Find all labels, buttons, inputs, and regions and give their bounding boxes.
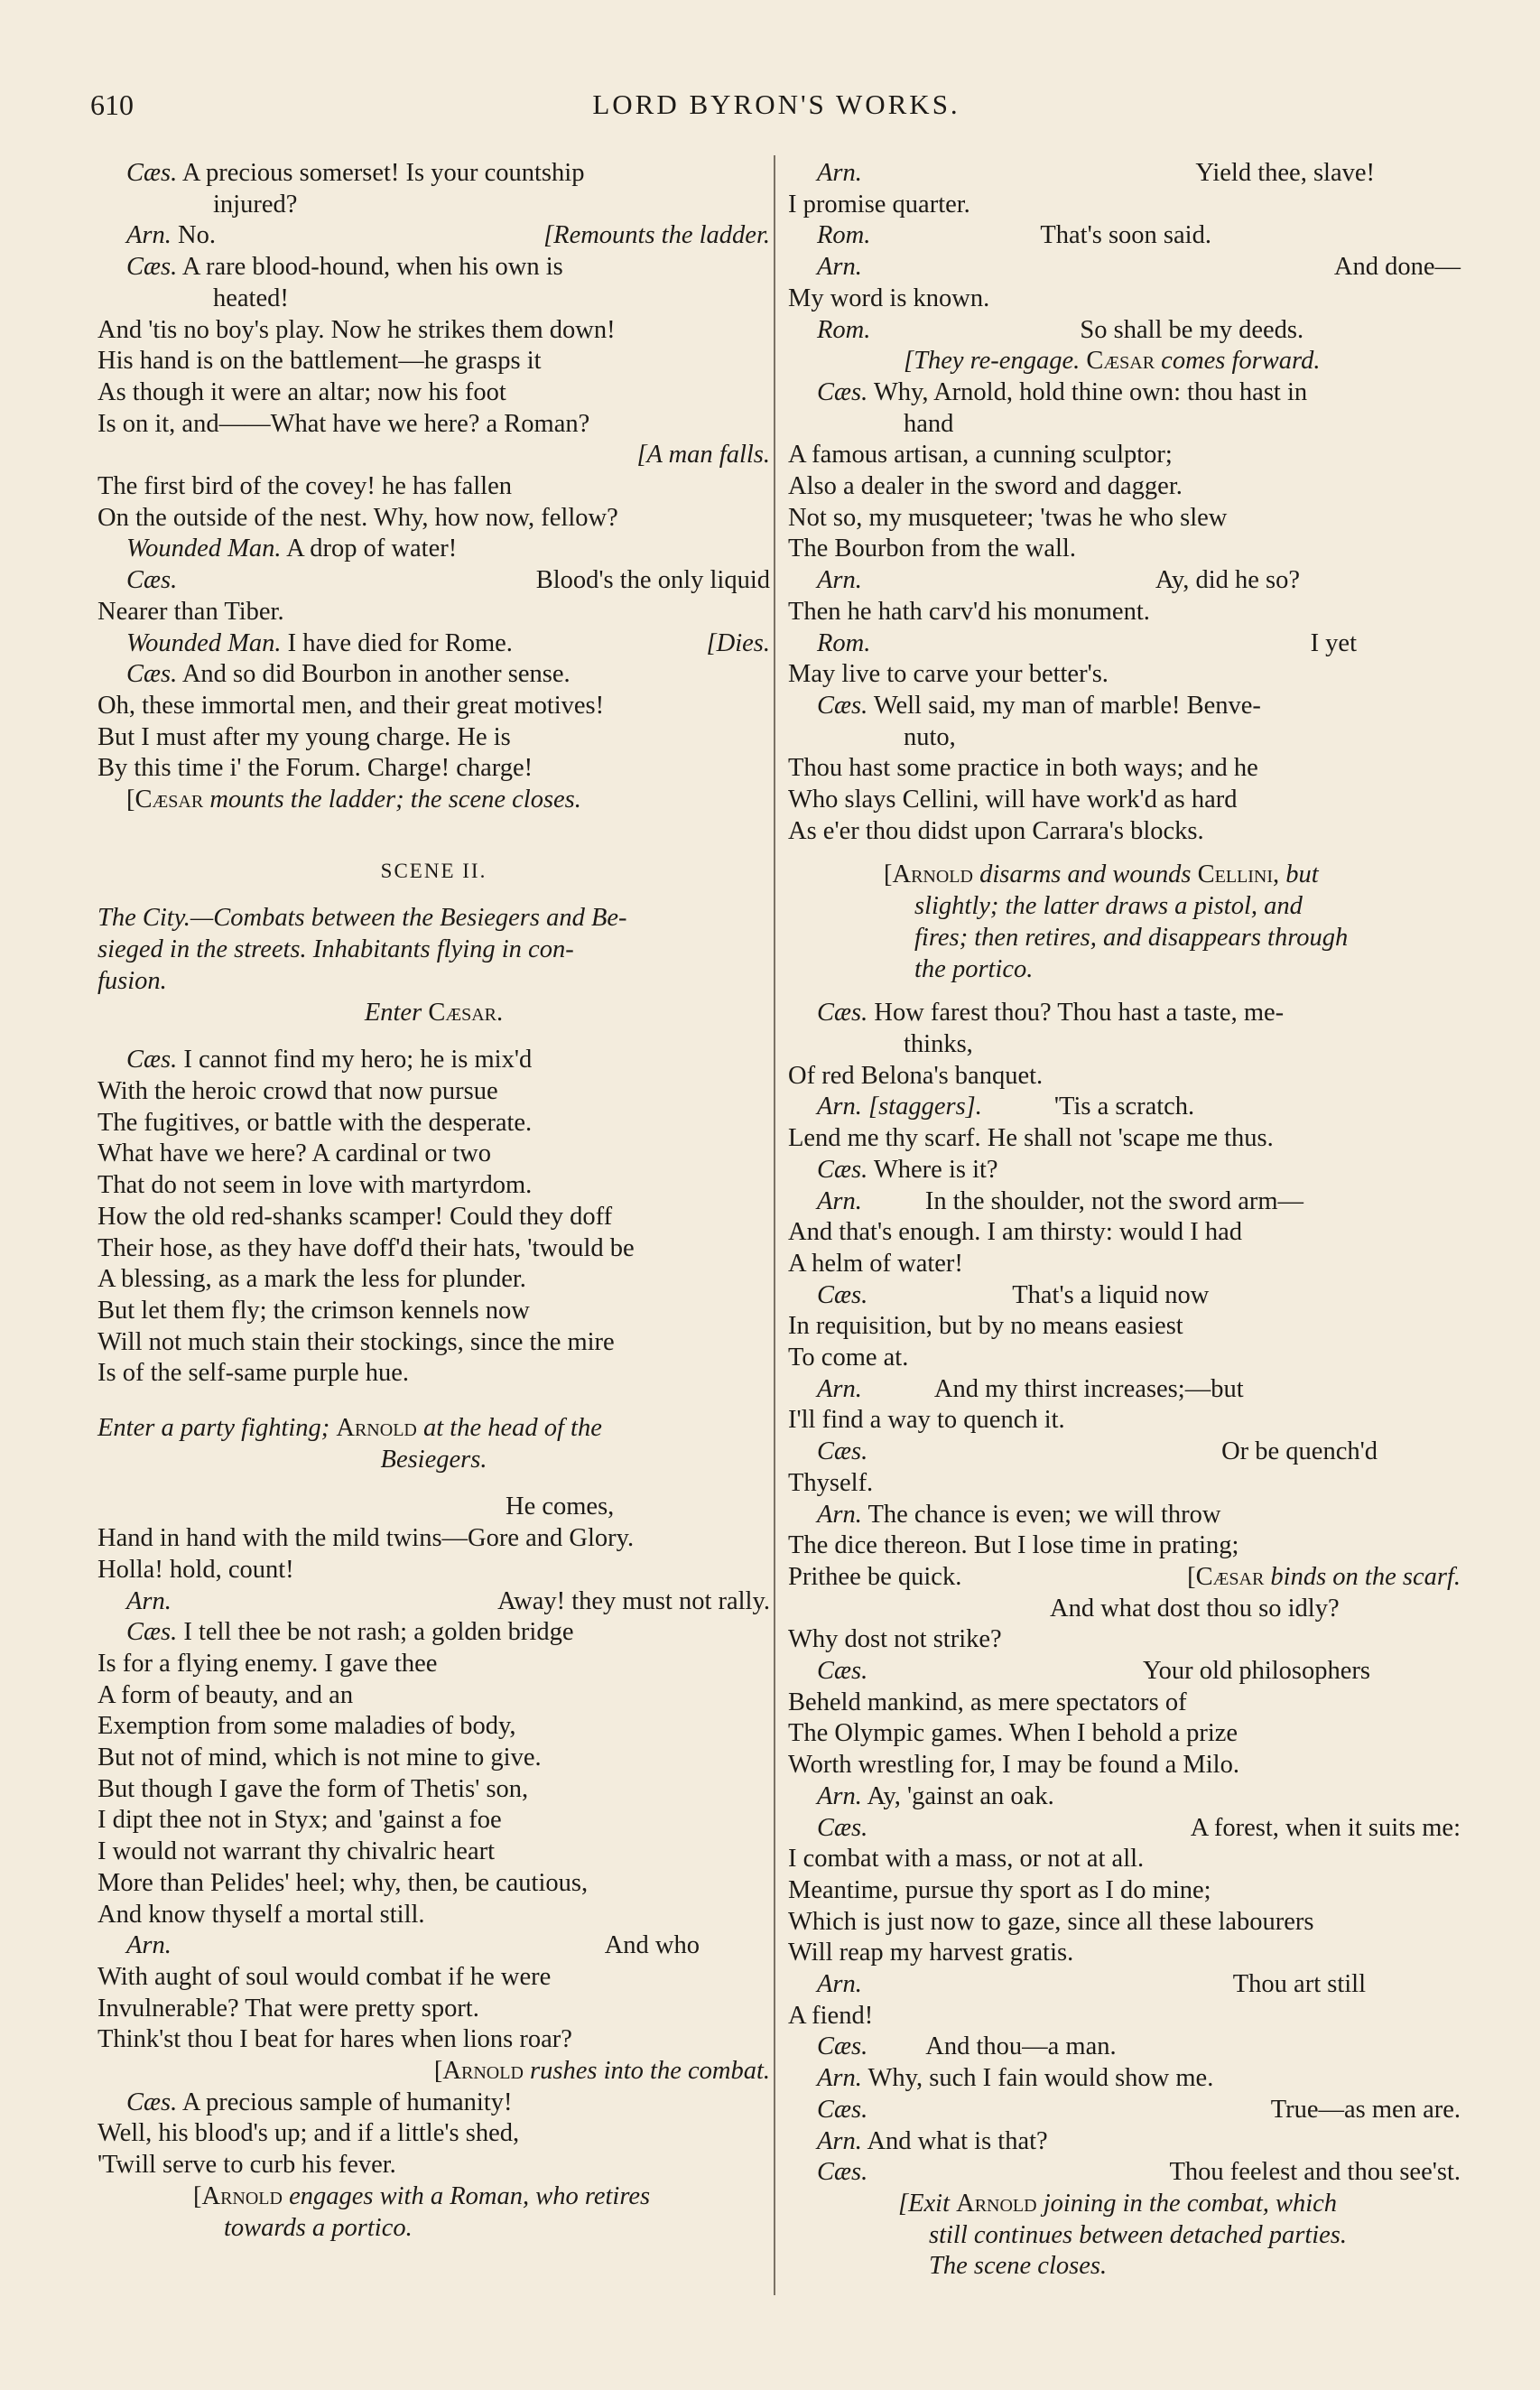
verse: Well said, my man of marble! Benve- <box>873 691 1261 720</box>
running-head: LORD BYRON'S WORKS. <box>592 88 960 120</box>
speaker: Cæs. <box>817 1280 868 1309</box>
character-name: [Arnold <box>193 2181 283 2210</box>
text-line <box>788 565 1461 597</box>
speaker: Arn. <box>817 2126 862 2155</box>
verse: How farest thou? Thou hast a taste, me- <box>874 999 1285 1028</box>
speaker: Cæs. <box>126 1046 178 1074</box>
stage-direction: [staggers]. <box>868 1093 982 1121</box>
verse: That's a liquid now <box>1012 1280 1210 1309</box>
character-name: Cæsar <box>1086 347 1155 376</box>
direction-text: at the head of the <box>422 1414 602 1443</box>
text-line <box>788 1186 1461 1218</box>
text-line: His hand is on the battlement—he grasps it <box>97 347 542 376</box>
text-line: Their hose, as they have doff'd their hats, 'twould be <box>97 1233 635 1262</box>
speaker: Cæs. <box>817 1155 868 1184</box>
speaker: Arn. <box>817 1186 862 1215</box>
page-header <box>90 88 1462 128</box>
verse: I cannot find my hero; he is mix'd <box>183 1046 533 1074</box>
direction-text: joining in the combat, which <box>1043 2190 1338 2218</box>
text-line: Holla! hold, count! <box>97 1555 294 1584</box>
text-line <box>788 1374 1461 1406</box>
stage-direction <box>788 860 1461 891</box>
speaker: Cæs. <box>817 1813 868 1842</box>
verse: Why, Arnold, hold thine own: thou hast in <box>873 377 1308 406</box>
direction-text: disarms and wounds <box>979 860 1192 889</box>
speaker: Cæs. <box>126 159 178 187</box>
direction-text: mounts the ladder; the scene closes. <box>209 786 581 814</box>
text-line <box>788 1280 1461 1312</box>
text-line: Beheld mankind, as mere spectators of <box>788 1688 1187 1716</box>
text-line: hand <box>904 409 954 438</box>
text-line: By this time i' the Forum. Charge! charge! <box>97 754 533 783</box>
text-line: Which is just now to gaze, since all these labourers <box>788 1907 1314 1936</box>
speaker: Arn. <box>126 1586 172 1615</box>
speaker: Rom. <box>817 221 871 250</box>
text-line: As e'er thou didst upon Carrara's blocks. <box>788 816 1204 845</box>
speaker: Arn. <box>126 221 172 250</box>
text-line <box>788 691 1461 722</box>
verse: Or be quench'd <box>1221 1437 1378 1466</box>
verse: Your old philosophers <box>1142 1657 1370 1686</box>
speaker: Cæs. <box>817 999 868 1028</box>
stage-direction: [Dies. <box>706 628 770 657</box>
text-line <box>788 377 1461 409</box>
text-line: nuto, <box>904 722 956 751</box>
text-line <box>788 1813 1461 1845</box>
text-line: And know thyself a mortal still. <box>97 1900 425 1929</box>
verse: A rare blood-hound, when his own is <box>181 253 563 282</box>
text-line: Will reap my harvest gratis. <box>788 1939 1074 1967</box>
character-name: [Cæsar <box>1187 1562 1265 1591</box>
text-line: With aught of soul would combat if he were <box>97 1962 552 1991</box>
text-line: 'Twill serve to curb his fever. <box>97 2151 396 2180</box>
enter-direction <box>97 1413 770 1445</box>
verse: That's soon said. <box>1040 221 1211 250</box>
text-line: In requisition, but by no means easiest <box>788 1312 1183 1341</box>
text-line <box>788 1562 1461 1594</box>
direction-text: but <box>1285 860 1319 889</box>
speaker: Wounded Man. <box>126 535 282 563</box>
text-line: But not of mind, which is not mine to give. <box>97 1744 542 1772</box>
verse: Away! they must not rally. <box>497 1586 770 1615</box>
speaker: Cæs. <box>126 566 178 595</box>
speaker: Cæs. <box>126 660 178 689</box>
text-line: A helm of water! <box>788 1249 963 1278</box>
text-line: heated! <box>213 284 289 312</box>
speaker: Cæs. <box>817 1437 868 1466</box>
speaker: Arn. <box>817 1970 862 1999</box>
text-line: The fugitives, or battle with the desperate. <box>97 1108 533 1137</box>
text-line: I'll find a way to quench it. <box>788 1406 1065 1435</box>
text-line: Is for a flying enemy. I gave thee <box>97 1649 438 1678</box>
left-column <box>97 158 770 2244</box>
text-line: On the outside of the nest. Why, how now, fellow? <box>97 503 618 532</box>
text-line: Of red Belona's banquet. <box>788 1061 1044 1090</box>
verse: A precious sample of humanity! <box>181 2088 513 2116</box>
text-line <box>788 1969 1461 2001</box>
text-line: Thyself. <box>788 1468 874 1497</box>
speaker: Cæs. <box>817 2032 868 2061</box>
speaker: Rom. <box>817 315 871 344</box>
character-name: Cæsar. <box>428 998 504 1027</box>
text-line <box>788 315 1461 347</box>
verse: Where is it? <box>873 1155 998 1184</box>
verse: Thou art still <box>1232 1970 1366 1999</box>
text-line <box>97 1586 770 1618</box>
text-line: To come at. <box>788 1344 909 1372</box>
direction-text: binds on the scarf. <box>1270 1562 1461 1591</box>
direction-text: comes forward. <box>1161 347 1321 376</box>
text-line: But I must after my young charge. He is <box>97 722 511 751</box>
stage-direction: fires; then retires, and disappears through <box>914 923 1349 952</box>
text-line: As though it were an altar; now his foot <box>97 377 506 406</box>
text-line: I dipt thee not in Styx; and 'gainst a foe <box>97 1806 502 1835</box>
direction-text: [Exit <box>898 2190 950 2218</box>
speaker: Arn. <box>817 1781 862 1810</box>
verse: Ay, did he so? <box>1155 566 1301 595</box>
verse: I have died for Rome. <box>287 628 513 657</box>
text-line: With the heroic crowd that now pursue <box>97 1076 498 1105</box>
stage-direction: slightly; the latter draws a pistol, and <box>914 892 1303 921</box>
verse: Thou feelest and thou see'st. <box>1169 2158 1461 2187</box>
verse: A precious somerset! Is your countship <box>181 159 585 187</box>
verse: A forest, when it suits me: <box>1190 1813 1461 1842</box>
text-line: Worth wrestling for, I may be found a Milo. <box>788 1751 1239 1780</box>
text-line: My word is known. <box>788 284 990 312</box>
text-line: thinks, <box>904 1029 973 1058</box>
text-line: Nearer than Tiber. <box>97 597 284 626</box>
stage-direction <box>97 785 770 816</box>
text-line <box>97 1045 770 1076</box>
text-line: Will not much stain their stockings, since the mire <box>97 1327 615 1356</box>
text-line: What have we here? A cardinal or two <box>97 1139 492 1168</box>
text-line: Also a dealer in the sword and dagger. <box>788 472 1183 501</box>
verse: And thou—a man. <box>925 2032 1117 2061</box>
text-line <box>788 2095 1461 2126</box>
stage-direction <box>788 346 1461 377</box>
text-line: I promise quarter. <box>788 190 970 219</box>
text-line <box>788 1500 1461 1531</box>
verse: And what is that? <box>867 2126 1048 2155</box>
text-line: Thou hast some practice in both ways; and he <box>788 754 1258 783</box>
text-line: Hand in hand with the mild twins—Gore and Glory. <box>97 1524 635 1553</box>
text-line <box>788 1781 1461 1813</box>
page-number: 610 <box>90 88 134 121</box>
speaker: Rom. <box>817 628 871 657</box>
text-line: I combat with a mass, or not at all. <box>788 1845 1145 1874</box>
text-line: May live to carve your better's. <box>788 660 1109 689</box>
text-line: A form of beauty, and an <box>97 1680 354 1709</box>
text-line: Exemption from some maladies of body, <box>97 1712 516 1741</box>
speaker: Cæs. <box>817 691 868 720</box>
character-name: Arnold <box>956 2190 1037 2218</box>
character-name: Cellini, <box>1197 860 1280 889</box>
text-line: Well, his blood's up; and if a little's shed, <box>97 2119 520 2148</box>
stage-direction: the portico. <box>914 954 1034 983</box>
speaker: Cæs. <box>817 2158 868 2187</box>
speaker: Wounded Man. <box>126 628 282 657</box>
text-line <box>788 220 1461 252</box>
text-line: Not so, my musqueteer; 'twas he who slew <box>788 503 1228 532</box>
verse: Why, such I fain would show me. <box>867 2064 1214 2093</box>
text-line: A famous artisan, a cunning sculptor; <box>788 441 1173 470</box>
text-line: But let them fly; the crimson kennels now <box>97 1296 530 1325</box>
verse: And done— <box>1333 253 1461 282</box>
setting-line: sieged in the streets. Inhabitants flying in con- <box>97 935 574 964</box>
direction-text: [They re-engage. <box>904 347 1081 376</box>
verse: Prithee be quick. <box>788 1562 962 1591</box>
verse: Yield thee, slave! <box>1195 159 1375 187</box>
right-column <box>788 158 1461 2283</box>
direction-text: Enter a party fighting; <box>97 1414 330 1443</box>
speaker: Cæs. <box>126 1618 178 1647</box>
text-line <box>97 1930 770 1962</box>
verse: Blood's the only liquid <box>535 566 770 595</box>
text-line: Then he hath carv'd his monument. <box>788 597 1150 626</box>
text-line: But though I gave the form of Thetis' son, <box>97 1774 529 1803</box>
column-divider <box>774 155 775 2295</box>
enter-direction <box>97 998 770 1029</box>
text-line: Lend me thy scarf. He shall not 'scape me thus. <box>788 1124 1274 1153</box>
text-line: A blessing, as a mark the less for plunder. <box>97 1265 526 1294</box>
text-line: Meantime, pursue thy sport as I do mine; <box>788 1875 1211 1904</box>
character-name: Arnold <box>336 1414 417 1443</box>
direction-text: engages with a Roman, who retires <box>289 2181 651 2210</box>
text-line <box>788 1437 1461 1468</box>
text-line: Who slays Cellini, will have work'd as hard <box>788 786 1238 814</box>
speaker: Arn. <box>817 159 862 187</box>
stage-direction <box>788 2189 1461 2220</box>
direction-text: Enter <box>364 998 422 1027</box>
stage-direction: [A man falls. <box>636 441 770 470</box>
verse: And so did Bourbon in another sense. <box>181 660 571 689</box>
text-line <box>788 1656 1461 1688</box>
stage-direction: The scene closes. <box>929 2252 1108 2281</box>
text-line: He comes, <box>506 1493 615 1521</box>
speaker: Arn. <box>817 1374 862 1403</box>
text-line <box>97 2088 770 2119</box>
text-line <box>788 1092 1461 1123</box>
text-line <box>97 534 770 565</box>
text-line: Oh, these immortal men, and their great motives! <box>97 691 605 720</box>
text-line <box>97 158 770 190</box>
text-line <box>788 158 1461 190</box>
text-line: injured? <box>213 190 298 219</box>
verse: And my thirst increases;—but <box>933 1374 1244 1403</box>
text-line: Is of the self-same purple hue. <box>97 1359 410 1388</box>
verse: No. <box>178 221 216 250</box>
text-line <box>788 628 1461 660</box>
speaker: Arn. <box>817 566 862 595</box>
speaker: Cæs. <box>817 2095 868 2124</box>
text-line: And that's enough. I am thirsty: would I had <box>788 1218 1243 1247</box>
text-line: And what dost thou so idly? <box>1050 1594 1340 1623</box>
text-line: Invulnerable? That were pretty sport. <box>97 1994 479 2023</box>
text-line <box>97 1617 770 1649</box>
stage-direction: [Remounts the ladder. <box>543 221 770 250</box>
text-line: Is on it, and——What have we here? a Roman? <box>97 409 590 438</box>
stage-direction: towards a portico. <box>224 2213 413 2242</box>
stage-direction <box>97 2181 770 2213</box>
text-line: Think'st thou I beat for hares when lions roar? <box>97 2025 572 2054</box>
scene-heading: SCENE II. <box>380 859 487 882</box>
text-line <box>97 659 770 691</box>
setting-line: The City.—Combats between the Besiegers and Be- <box>97 904 627 933</box>
text-line: The dice thereon. But I lose time in prating; <box>788 1531 1239 1560</box>
text-line: More than Pelides' heel; why, then, be cautious, <box>97 1868 589 1897</box>
verse: In the shoulder, not the sword arm— <box>924 1186 1304 1215</box>
character-name: [Cæsar <box>126 786 204 814</box>
text-line <box>788 2126 1461 2158</box>
text-line <box>97 252 770 284</box>
stage-direction <box>97 2056 770 2088</box>
speaker: Cæs. <box>126 2088 178 2116</box>
text-line: A fiend! <box>788 2001 874 2030</box>
verse: 'Tis a scratch. <box>1053 1093 1195 1121</box>
stage-direction: still continues between detached parties. <box>929 2220 1348 2249</box>
text-line: And 'tis no boy's play. Now he strikes them down! <box>97 315 616 344</box>
text-line: The first bird of the covey! he has fallen <box>97 472 512 501</box>
verse: And who <box>604 1931 700 1960</box>
text-line <box>788 998 1461 1029</box>
speaker: Cæs. <box>126 253 178 282</box>
verse: Ay, 'gainst an oak. <box>867 1781 1054 1810</box>
speaker: Arn. <box>817 1093 862 1121</box>
verse: So shall be my deeds. <box>1080 315 1304 344</box>
text-line <box>788 1155 1461 1186</box>
verse: I yet <box>1310 628 1357 657</box>
text-line <box>788 2157 1461 2189</box>
text-line <box>97 628 770 660</box>
text-line <box>97 220 770 252</box>
verse: I tell thee be not rash; a golden bridge <box>183 1618 574 1647</box>
character-name: [Arnold <box>884 860 973 889</box>
stage-direction <box>1187 1562 1461 1594</box>
verse: The chance is even; we will throw <box>867 1500 1221 1529</box>
character-name: [Arnold <box>433 2057 524 2086</box>
text-line: Why dost not strike? <box>788 1625 1002 1654</box>
speaker: Cæs. <box>817 1657 868 1686</box>
speaker: Cæs. <box>817 377 868 406</box>
text-line: I would not warrant thy chivalric heart <box>97 1837 496 1866</box>
text-line: How the old red-shanks scamper! Could they doff <box>97 1202 613 1231</box>
text-line <box>97 565 770 597</box>
text-line <box>788 2063 1461 2095</box>
speaker: Arn. <box>817 1500 862 1529</box>
text-line: The Olympic games. When I behold a prize <box>788 1719 1238 1748</box>
text-line: The Bourbon from the wall. <box>788 535 1076 563</box>
text-line <box>788 2032 1461 2063</box>
direction-text: rushes into the combat. <box>530 2057 770 2086</box>
verse: A drop of water! <box>286 535 458 563</box>
verse: True—as men are. <box>1270 2095 1461 2124</box>
speaker: Arn. <box>817 2064 862 2093</box>
speaker: Arn. <box>817 253 862 282</box>
enter-direction: Besiegers. <box>380 1445 487 1474</box>
text-line <box>788 252 1461 284</box>
speaker: Arn. <box>126 1931 172 1960</box>
setting-line: fusion. <box>97 966 167 995</box>
text-line: That do not seem in love with martyrdom. <box>97 1171 533 1200</box>
